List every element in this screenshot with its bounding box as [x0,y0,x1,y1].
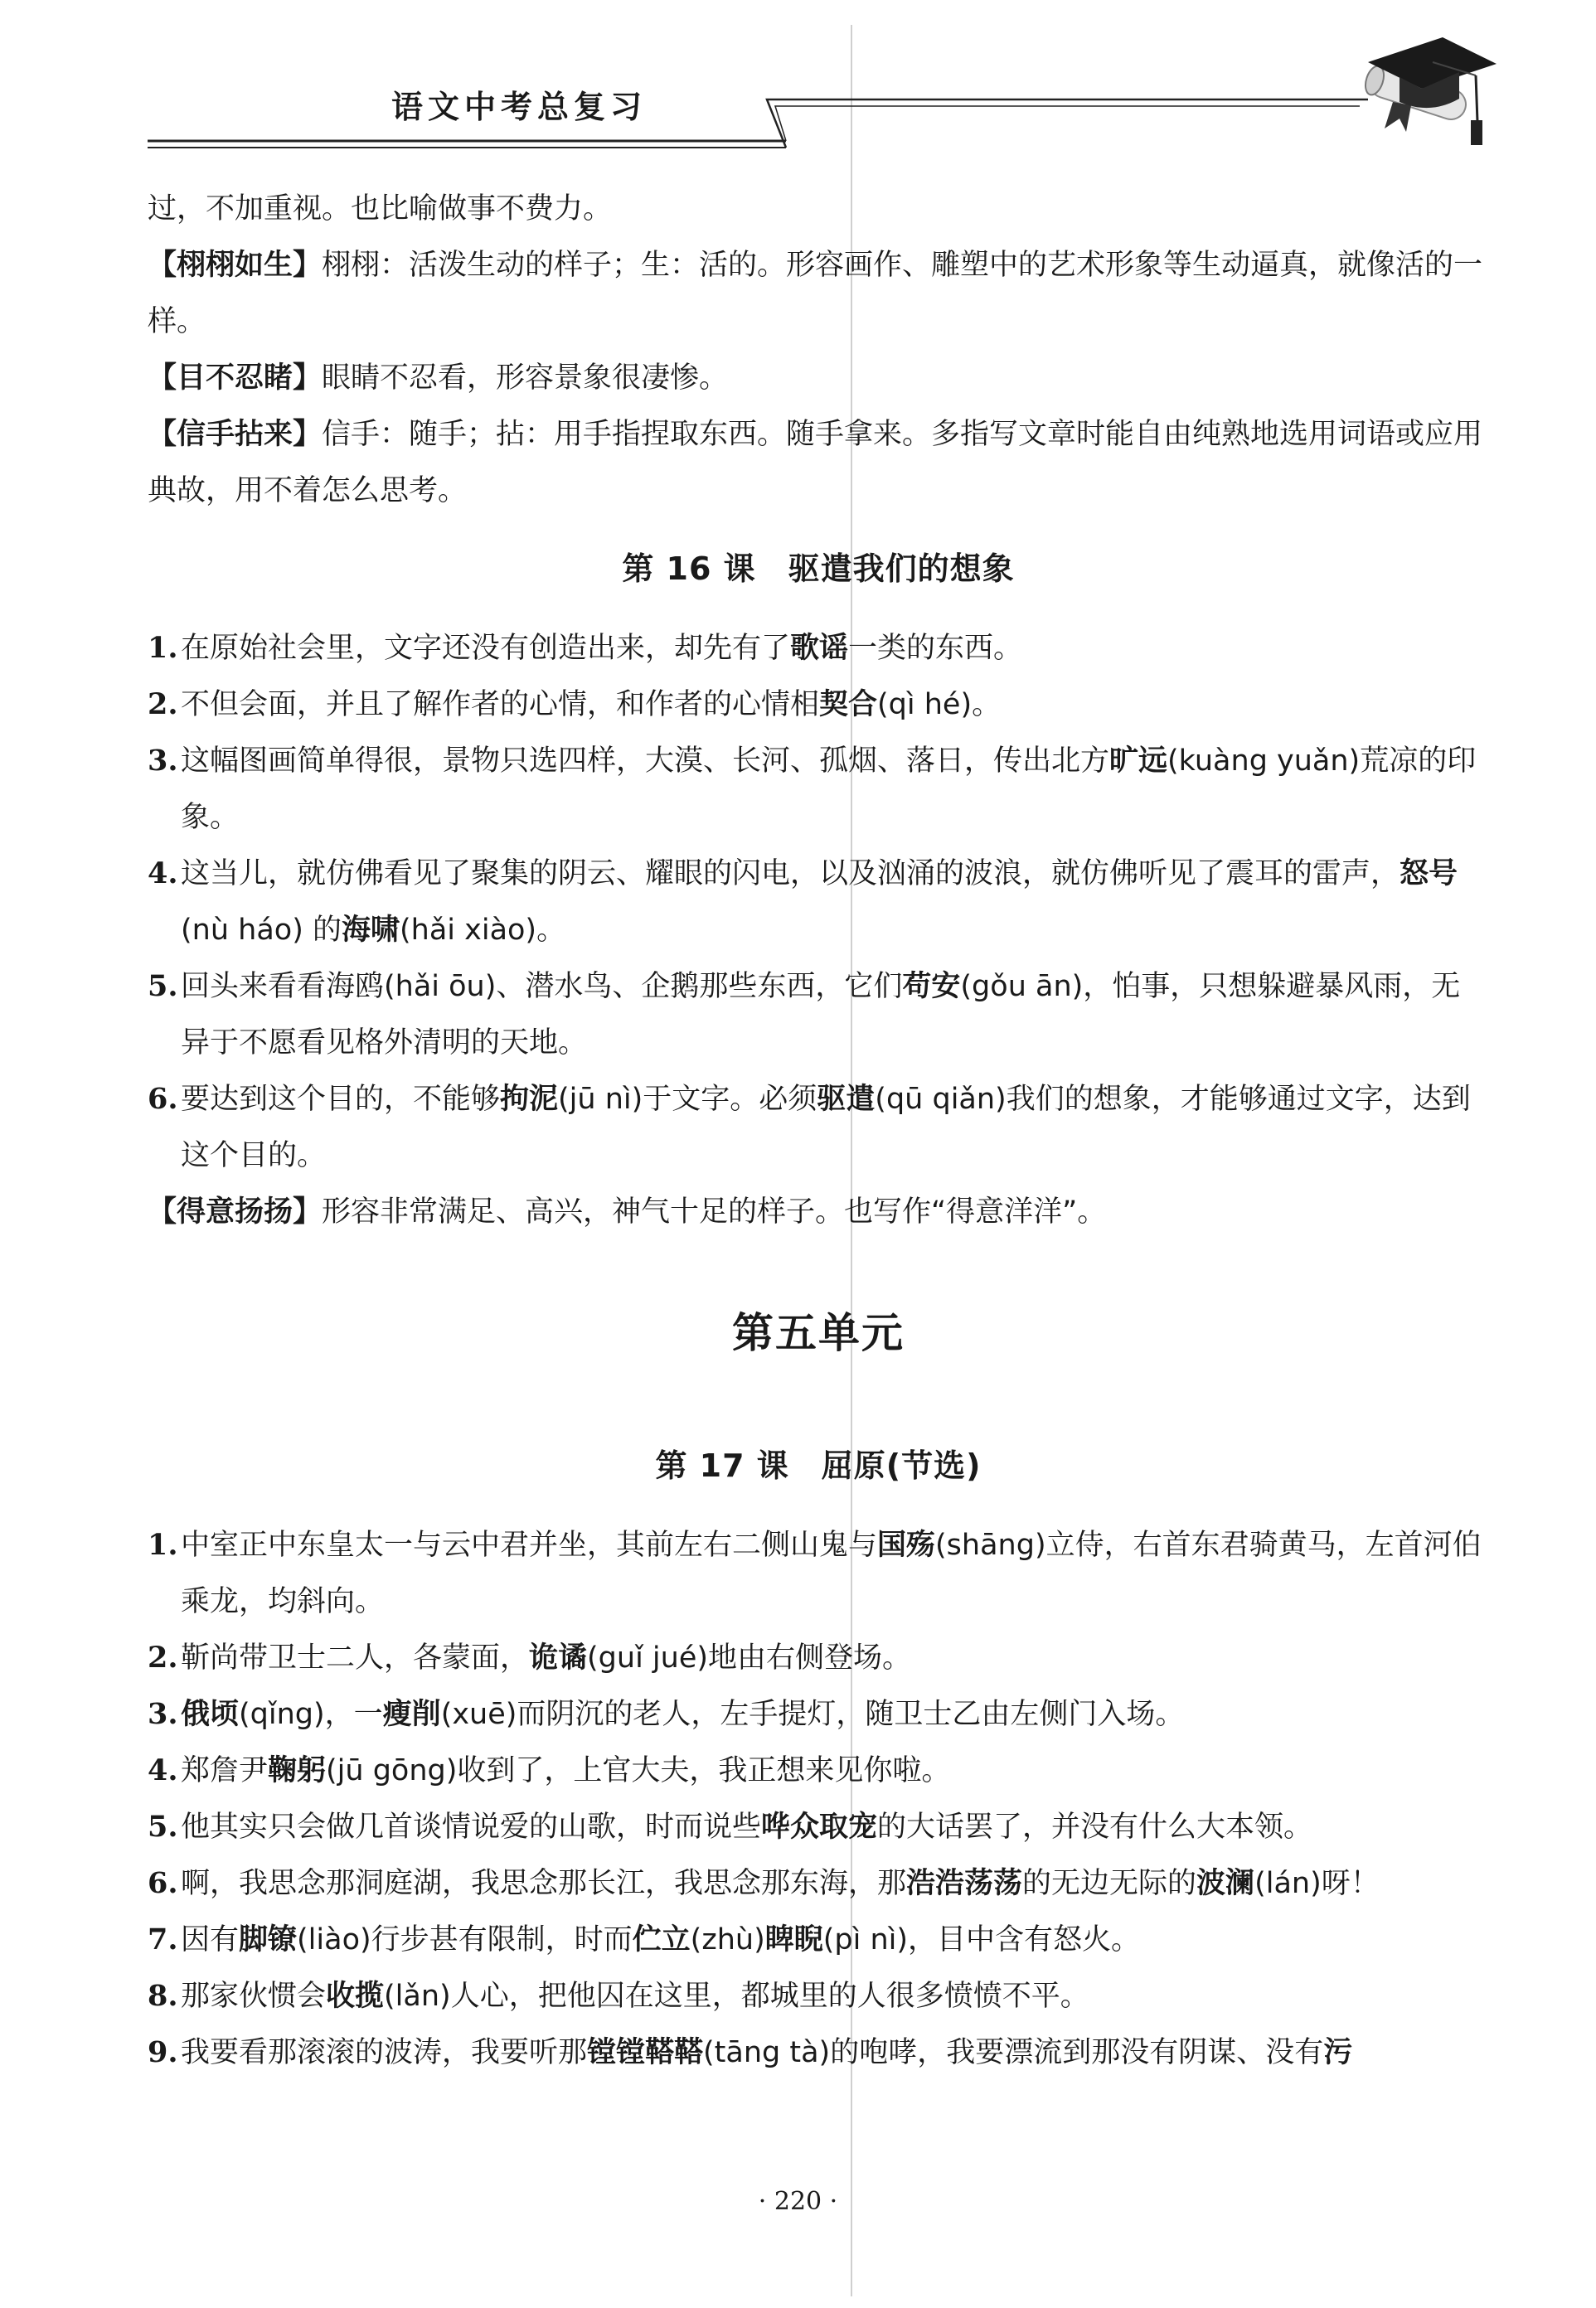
item-number: 6. [148,1082,178,1116]
key-word: 拘泥 [500,1083,559,1116]
text-run: 啊，我思念那洞庭湖，我思念那长江，我思念那东海，那 [181,1867,907,1900]
key-word: 鞠躬 [268,1754,327,1787]
item-number: 8. [148,1979,178,2013]
page-content [148,181,1489,2081]
vocab-item [148,958,1489,1071]
key-word: 镗镗鞳鞳 [587,2036,704,2069]
text-run: (gǒu ān)，怕事，只想躲避暴风雨，无异于不愿看见格外清明的天地。 [181,970,1461,1059]
text-run: 这幅图画简单得很，景物只选四样，大漠、长河、孤烟、落日，传出北方 [181,744,1110,778]
item-text [181,676,1489,733]
graduation-cap-icon [1335,29,1501,162]
item-number: 4. [148,856,178,890]
vocab-item [148,846,1489,958]
key-word: 诡谲 [529,1641,588,1675]
text-run: (guǐ jué)地由右侧登场。 [587,1641,912,1675]
item-number: 6. [148,1866,178,1900]
text-run: (shāng)立侍，右首东君骑黄马，左首河伯乘龙，均斜向。 [181,1529,1482,1618]
idiom-term: 【得意扬扬】 [148,1195,323,1229]
key-word: 苟安 [902,970,961,1003]
text-run: (hǎi xiào)。 [400,914,566,947]
item-text [181,733,1489,846]
idiom-entry [148,1184,1489,1240]
key-word: 波澜 [1196,1867,1255,1900]
text-run: 因有 [181,1923,240,1956]
key-word: 旷远 [1109,744,1168,778]
item-text [181,1630,1489,1686]
text-run: (tāng tà)的咆哮，我要漂流到那没有阴谋、没有 [703,2036,1324,2069]
item-number: 2. [148,687,178,721]
page-header [0,0,1596,166]
key-word: 海啸 [341,914,400,947]
item-text [181,1517,1489,1630]
idiom-term: 【信手拈来】 [148,418,323,451]
item-number: 1. [148,631,178,665]
text-run: 靳尚带卫士二人，各蒙面， [181,1641,530,1675]
text-run: (qì hé)。 [877,688,1002,721]
idiom-definition: 信手：随手；拈：用手指捏取东西。随手拿来。多指写文章时能自由纯熟地选用词语或应用典故，用不着怎么思考。 [148,418,1483,507]
item-text [181,958,1489,1071]
text-run: (qū qiǎn)我们的想象，才能够通过文字，达到这个目的。 [181,1083,1471,1172]
item-text [181,1071,1489,1184]
idiom-definition: 形容非常满足、高兴，神气十足的样子。也写作“得意洋洋”。 [322,1195,1107,1229]
item-number: 3. [148,1697,178,1731]
item-text [181,1912,1489,1968]
vocab-item [148,1743,1489,1799]
key-word: 歌谣 [790,632,849,665]
idiom-term: 【栩栩如生】 [148,249,323,282]
vocab-item [148,1630,1489,1686]
key-word: 浩浩荡荡 [906,1867,1023,1900]
vocab-item [148,1071,1489,1184]
text-run: 在原始社会里，文字还没有创造出来，却先有了 [181,632,791,665]
vocab-item [148,1517,1489,1630]
text-run: (qǐng)，一 [239,1698,383,1731]
idiom-entry [148,350,1489,406]
vocab-item [148,1855,1489,1912]
key-word: 收揽 [326,1980,385,2013]
text-run: 要达到这个目的，不能够 [181,1083,501,1116]
vocab-item [148,2024,1489,2081]
key-word: 国殇 [877,1529,936,1562]
item-text [181,1968,1489,2024]
text-run: 不但会面，并且了解作者的心情，和作者的心情相 [181,688,820,721]
text-run: 的无边无际的 [1022,1867,1197,1900]
text-run: 郑詹尹 [181,1754,269,1787]
continuation-text: 过，不加重视。也比喻做事不费力。 [148,192,613,225]
idiom-definition: 栩栩：活泼生动的样子；生：活的。形容画作、雕塑中的艺术形象等生动逼真，就像活的一样。 [148,249,1483,338]
text-run: (jū nì)于文字。必须 [558,1083,817,1116]
key-word: 瘦削 [382,1698,441,1731]
key-word: 伫立 [632,1923,691,1956]
text-run: (xuē)而阴沉的老人，左手提灯，随卫士乙由左侧门入场。 [440,1698,1185,1731]
text-run: 那家伙惯会 [181,1980,327,2013]
key-word: 污 [1323,2036,1353,2069]
text-run: 的大话罢了，并没有什么大本领。 [877,1811,1313,1844]
text-run: 他其实只会做几首谈情说爱的山歌，时而说些 [181,1811,762,1844]
key-word: 睥睨 [764,1923,823,1956]
item-text [181,846,1489,958]
vocab-item [148,1912,1489,1968]
item-number: 1. [148,1528,178,1562]
text-run: 这当儿，就仿佛看见了聚集的阴云、耀眼的闪电，以及汹涌的波浪，就仿佛听见了震耳的雷声， [181,857,1400,890]
vocab-item [148,733,1489,846]
key-word: 契合 [819,688,878,721]
text-run: 一类的东西。 [848,632,1023,665]
key-word: 哗众取宠 [761,1811,878,1844]
idiom-entry [148,406,1489,519]
text-run: (jū gōng)收到了，上官大夫，我正想来见你啦。 [326,1754,951,1787]
item-number: 5. [148,1810,178,1844]
item-text [181,1855,1489,1912]
idiom-definition: 眼睛不忍看，形容景象很凄惨。 [322,361,729,395]
item-number: 9. [148,2035,178,2069]
text-run: 我要看那滚滚的波涛，我要听那 [181,2036,588,2069]
item-text [181,1799,1489,1855]
idiom-entry [148,237,1489,350]
vocab-item [148,620,1489,676]
text-run: (zhù) [690,1923,765,1956]
unit-title: 第五单元 [732,1309,905,1357]
vocab-item [148,1686,1489,1743]
text-run: (lán)呀！ [1254,1867,1380,1900]
key-word: 怒号 [1400,857,1458,890]
text-run: (nù háo) 的 [181,914,342,947]
key-word: 驱遣 [817,1083,876,1116]
key-word: 脚镣 [239,1923,298,1956]
text-run: (pì nì)，目中含有怒火。 [822,1923,1141,1956]
item-text [181,620,1489,676]
item-number: 7. [148,1923,178,1956]
item-number: 5. [148,969,178,1003]
lesson-17-title: 第 17 课 屈原(节选) [655,1447,982,1484]
vocab-item [148,676,1489,733]
text-run: 中室正中东皇太一与云中君并坐，其前左右二侧山鬼与 [181,1529,878,1562]
vocab-item [148,1799,1489,1855]
lesson-16-title: 第 16 课 驱遣我们的想象 [622,550,1015,587]
item-text [181,1743,1489,1799]
vocab-item [148,1968,1489,2024]
item-number: 4. [148,1753,178,1787]
idiom-term: 【目不忍睹】 [148,361,323,395]
item-text [181,1686,1489,1743]
page-number: · 220 · [758,2187,838,2216]
text-run: 回头来看看海鸥(hǎi ōu)、潜水鸟、企鹅那些东西，它们 [181,970,903,1003]
item-text [181,2024,1489,2081]
item-number: 3. [148,744,178,778]
text-run: (liào)行步甚有限制，时而 [297,1923,633,1956]
header-title: 语文中考总复习 [391,88,648,125]
item-number: 2. [148,1641,178,1675]
key-word: 俄顷 [181,1698,240,1731]
text-run: (kuàng yuǎn)荒凉的印象。 [181,744,1477,834]
text-run: (lǎn)人心，把他囚在这里，都城里的人很多愤愤不平。 [384,1980,1089,2013]
